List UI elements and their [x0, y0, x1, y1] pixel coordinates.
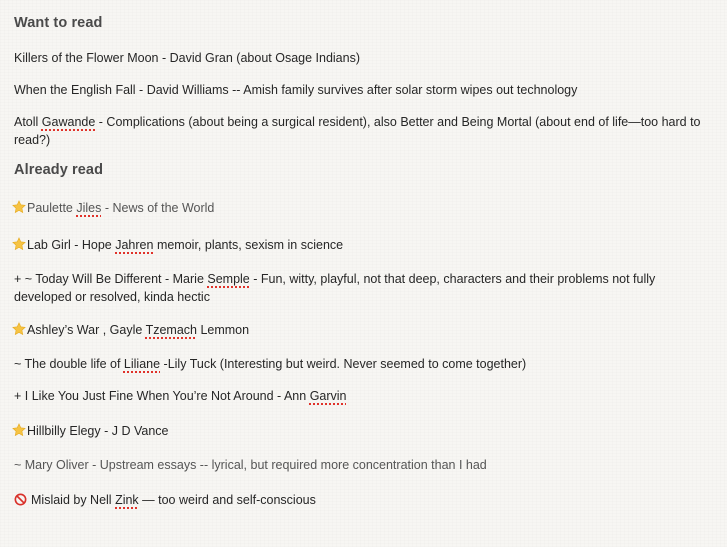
star-icon: [12, 423, 26, 437]
item-text-pre: ~ The double life of: [14, 357, 124, 371]
read-item-3: [14, 270, 704, 306]
misspelled-word[interactable]: Garvin: [309, 389, 347, 403]
item-text-pre: + ~ Today Will Be Different - Marie: [14, 272, 208, 286]
star-icon: [12, 322, 26, 336]
read-item-7: [12, 422, 702, 440]
misspelled-word[interactable]: Tzemach: [145, 323, 197, 337]
want-item-2: When the English Fall - David Williams -- Amish family survives after solar storm wipes out technology: [14, 83, 578, 97]
no-entry-icon: [14, 493, 27, 506]
item-text-pre: Lab Girl - Hope: [27, 238, 116, 252]
read-item-1: [12, 199, 702, 217]
item-text-post: -Lily Tuck (Interesting but weird. Never seemed to come together): [160, 357, 527, 371]
want-item-1: Killers of the Flower Moon - David Gran (about Osage Indians): [14, 51, 360, 65]
item-text-post: — too weird and self-conscious: [138, 493, 316, 507]
star-icon: [12, 200, 26, 214]
section-heading-already-read: Already read: [14, 162, 104, 178]
item-text-pre: Paulette: [27, 201, 77, 215]
item-text-pre: Mislaid by Nell: [31, 493, 116, 507]
read-item-2: [12, 236, 702, 254]
read-item-6: [14, 387, 704, 405]
misspelled-word[interactable]: Zink: [115, 493, 139, 507]
read-item-5: [14, 355, 704, 373]
star-icon: [12, 237, 26, 251]
read-item-9: [14, 491, 704, 509]
item-text-pre: + I Like You Just Fine When You’re Not Around - Ann: [14, 389, 310, 403]
misspelled-word[interactable]: Semple: [207, 272, 250, 286]
misspelled-word[interactable]: Jiles: [76, 201, 102, 215]
item-text-pre: Hillbilly Elegy - J D Vance: [27, 424, 169, 438]
read-item-8: ~ Mary Oliver - Upstream essays -- lyrical, but required more concentration than I had: [14, 458, 487, 472]
read-item-4: [12, 321, 702, 339]
misspelled-word[interactable]: Jahren: [115, 238, 154, 252]
item-text-pre: Atoll: [14, 115, 42, 129]
misspelled-word[interactable]: Liliane: [123, 357, 161, 371]
misspelled-word[interactable]: Gawande: [41, 115, 96, 129]
item-text-post: memoir, plants, sexism in science: [153, 238, 344, 252]
item-text-pre: Ashley’s War , Gayle: [27, 323, 146, 337]
item-text-post: - Fun, witty, playful, not that deep, characters and their problems not fully developed or resolved, kinda hectic: [14, 272, 656, 304]
want-item-3: [14, 113, 704, 149]
item-text-post: Lemmon: [196, 323, 250, 337]
item-text-post: - Complications (about being a surgical resident), also Better and Being Mortal (about end of life—too hard to read?): [14, 115, 701, 147]
item-text-post: - News of the World: [101, 201, 215, 215]
section-heading-want-to-read: Want to read: [14, 15, 103, 31]
